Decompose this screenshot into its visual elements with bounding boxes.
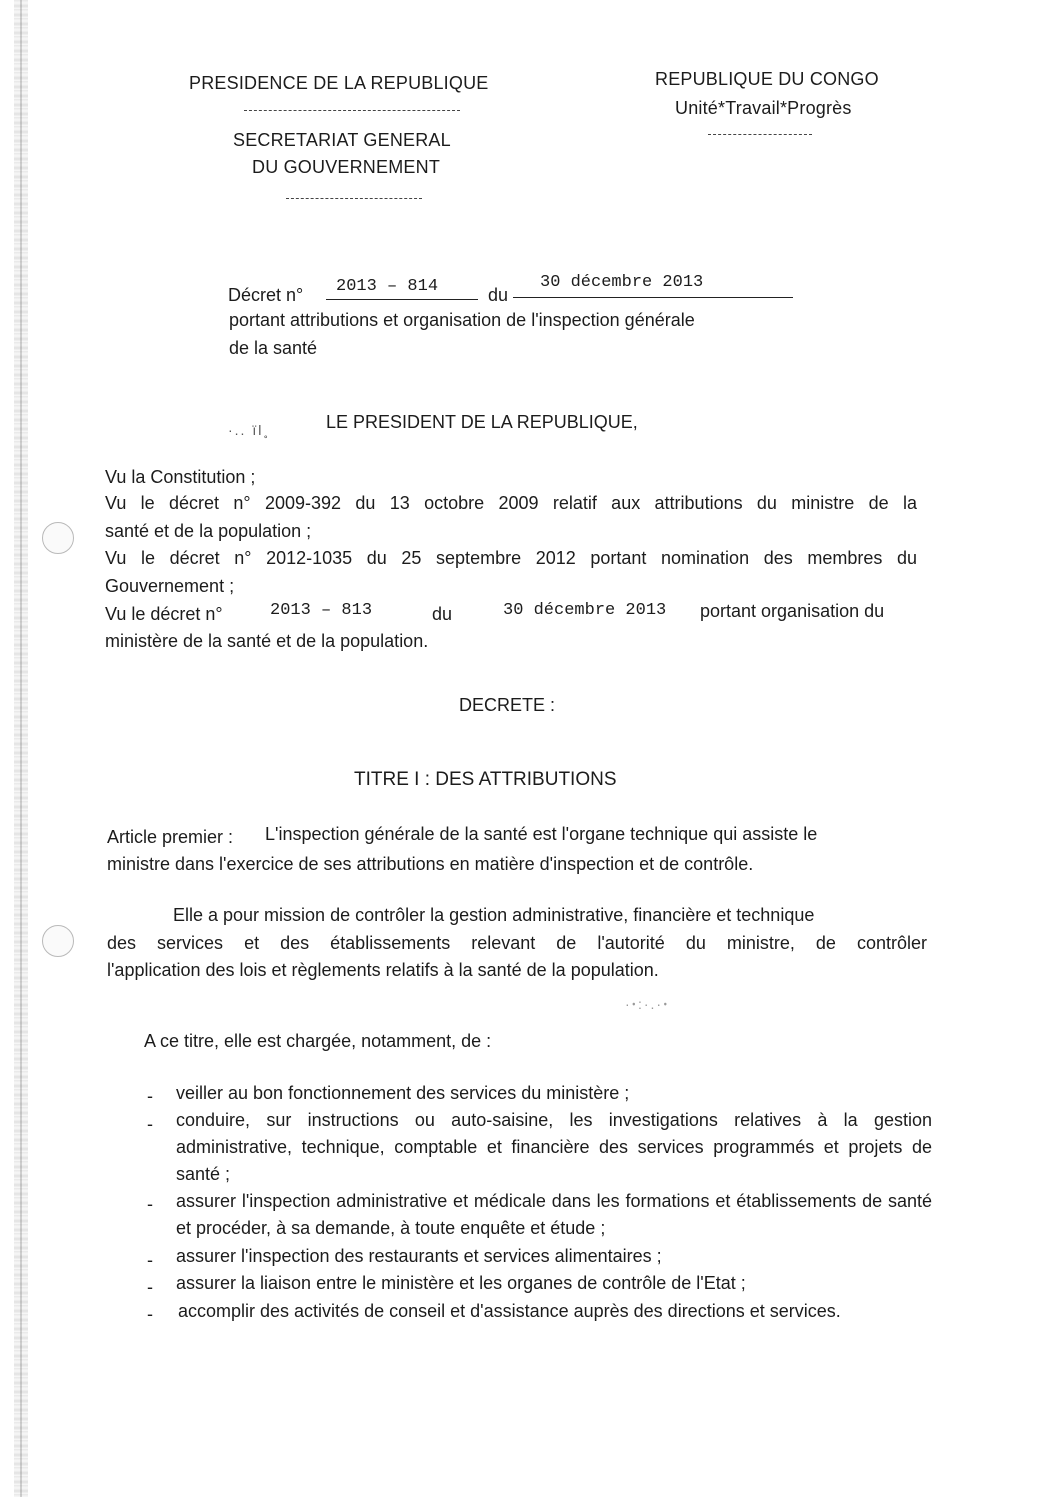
list-item: assurer l'inspection administrative et médicale dans les formations et établissements de santé et procéder, à sa demande, à toute enquête et étude ; [176, 1191, 932, 1238]
decree-date-underline [513, 297, 793, 298]
mission-line3: l'application des lois et règlements relatifs à la santé de la population. [107, 960, 659, 980]
titre-heading: TITRE I : DES ATTRIBUTIONS [354, 769, 617, 790]
visa-last-prefix: Vu le décret n° [105, 604, 223, 624]
visa-last-line2: ministère de la santé et de la population. [105, 631, 429, 651]
decree-date: 30 décembre 2013 [540, 273, 704, 292]
decree-prefix: Décret n° [228, 285, 304, 305]
header-separator [244, 110, 460, 111]
bullet-marker: - [147, 1114, 153, 1134]
visa-line: Vu le décret n° 2012-1035 du 25 septembre 2012 portant nomination des membres du [105, 548, 917, 568]
visa-line: Vu la Constitution ; [105, 467, 256, 487]
list-item: assurer l'inspection des restaurants et services alimentaires ; [176, 1246, 662, 1266]
attributions-intro: A ce titre, elle est chargée, notamment, de : [144, 1031, 492, 1051]
president-heading: LE PRESIDENT DE LA REPUBLIQUE, [326, 412, 638, 432]
decrete-heading: DECRETE : [459, 695, 556, 715]
visa-last-date: 30 décembre 2013 [503, 601, 667, 620]
header-devise: Unité*Travail*Progrès [675, 98, 852, 118]
handwritten-marks: ·.. ïl˳ [228, 422, 270, 438]
decree-subject-line2: de la santé [229, 338, 318, 358]
list-item: assurer la liaison entre le ministère et les organes de contrôle de l'Etat ; [176, 1273, 746, 1293]
decree-subject-line1: portant attributions et organisation de l'inspection générale [229, 310, 695, 330]
punch-hole-icon [42, 925, 74, 957]
bullet-marker: - [147, 1194, 153, 1214]
bullet-marker: - [147, 1277, 153, 1297]
bullet-marker: - [147, 1250, 153, 1270]
list-item: conduire, sur instructions ou auto-saisine, les investigations relatives à la gestion administrative, technique, comptable et financière des services programmés et projets de santé ; [176, 1110, 932, 1184]
decree-du: du [488, 285, 509, 305]
header-presidence: PRESIDENCE DE LA REPUBLIQUE [189, 73, 489, 93]
bullet-marker: - [147, 1304, 153, 1324]
punch-hole-icon [42, 522, 74, 554]
visa-line: Gouvernement ; [105, 576, 235, 596]
visa-line: santé et de la population ; [105, 521, 312, 541]
bullet-marker: - [147, 1086, 153, 1106]
article-text-line2: ministre dans l'exercice de ses attributions en matière d'inspection et de contrôle. [107, 854, 754, 874]
list-item: accomplir des activités de conseil et d'assistance auprès des directions et services. [178, 1301, 841, 1321]
list-item: veiller au bon fonctionnement des services du ministère ; [176, 1083, 630, 1103]
visa-line: Vu le décret n° 2009-392 du 13 octobre 2009 relatif aux attributions du ministre de la [105, 493, 917, 513]
visa-last-du: du [432, 604, 453, 624]
header-secretariat: SECRETARIAT GENERAL [233, 130, 451, 150]
decree-number: 2013 – 814 [336, 277, 439, 296]
scan-edge-line [20, 0, 22, 1497]
decree-number-underline [326, 299, 478, 300]
scan-noise: ·ꞏ:·.·ꞏ [625, 996, 670, 1012]
mission-line2: des services et des établissements relevant de l'autorité du ministre, de contrôler [107, 933, 927, 953]
article-label: Article premier : [107, 827, 234, 847]
article-text: L'inspection générale de la santé est l'organe technique qui assiste le [265, 824, 818, 844]
header-separator [286, 198, 422, 199]
mission-line1: Elle a pour mission de contrôler la gestion administrative, financière et technique [173, 905, 815, 925]
header-separator [708, 134, 812, 135]
visa-last-suffix: portant organisation du [700, 601, 885, 621]
visa-last-number: 2013 – 813 [270, 601, 373, 620]
header-gouvernement: DU GOUVERNEMENT [252, 157, 441, 177]
header-republique: REPUBLIQUE DU CONGO [655, 69, 879, 89]
